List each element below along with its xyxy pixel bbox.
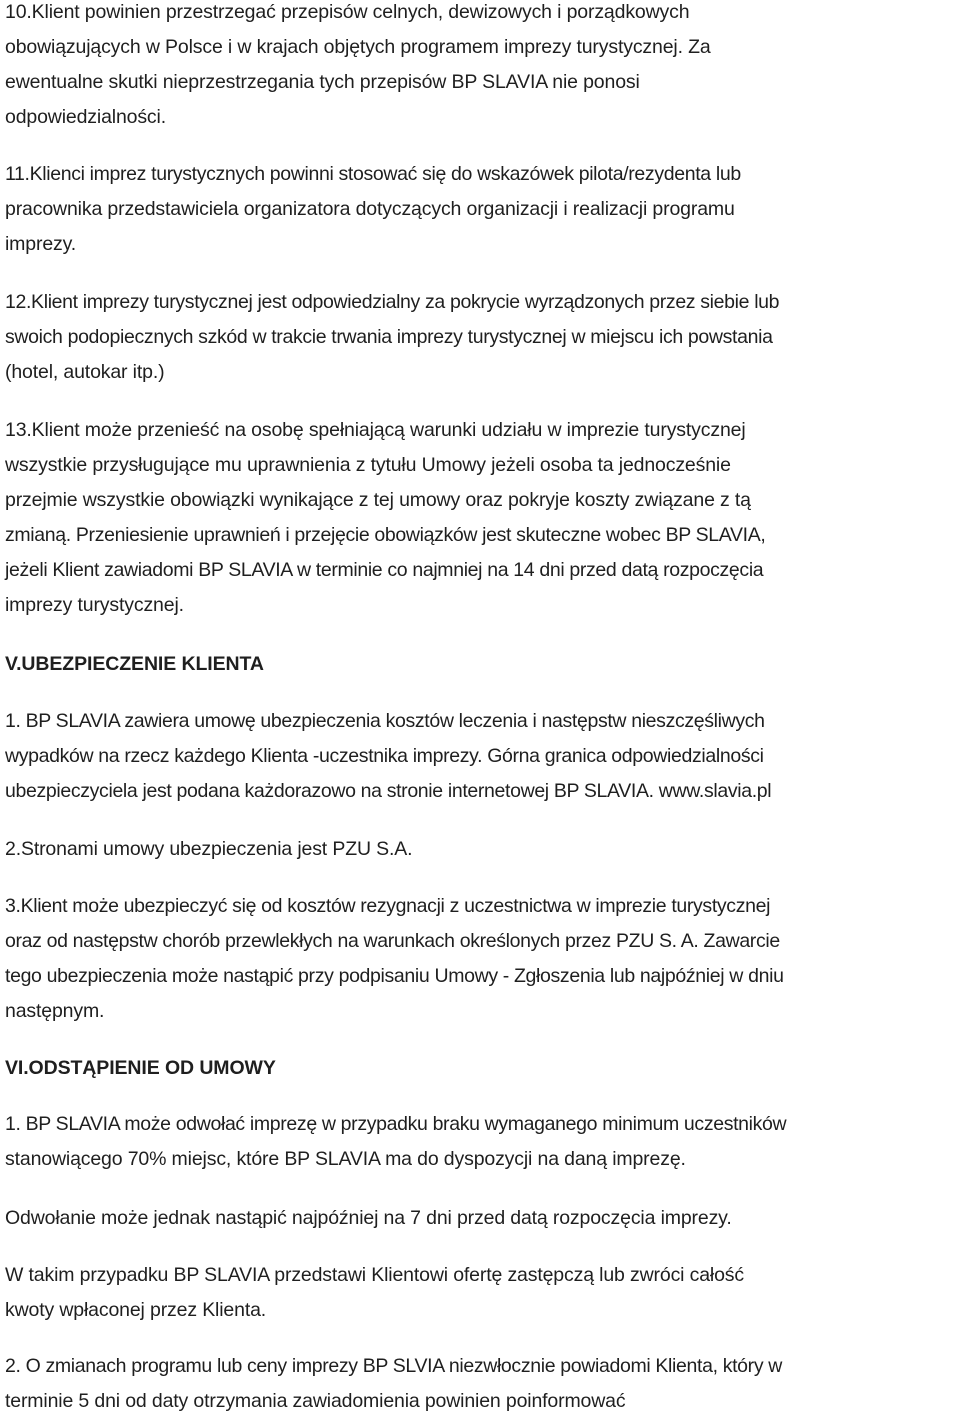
text-line: 2. O zmianach programu lub ceny imprezy BP SLVIA niezwłocznie powiadomi Klienta, który w: [5, 1355, 783, 1377]
text-line: ewentualne skutki nieprzestrzegania tych przepisów BP SLAVIA nie ponosi: [5, 71, 640, 93]
text-line: 3.Klient może ubezpieczyć się od kosztów rezygnacji z uczestnictwa w imprezie turystycznej: [5, 895, 771, 917]
paragraph-10: [5, 0, 958, 135]
text-line: W takim przypadku BP SLAVIA przedstawi Klientowi ofertę zastępczą lub zwróci całość: [5, 1264, 744, 1286]
text-line: (hotel, autokar itp.): [5, 361, 165, 383]
paragraph-v-2: [5, 832, 958, 867]
paragraph-vi-1-cancel-deadline: [5, 1201, 958, 1236]
text-line: pracownika przedstawiciela organizatora dotyczących organizacji i realizacji programu: [5, 198, 735, 220]
text-line: 1. BP SLAVIA może odwołać imprezę w przypadku braku wymaganego minimum uczestników: [5, 1113, 787, 1135]
text-line: następnym.: [5, 1000, 105, 1022]
text-line: swoich podopiecznych szkód w trakcie trwania imprezy turystycznej w miejscu ich powstania: [5, 326, 773, 348]
text-line: imprezy.: [5, 233, 77, 255]
paragraph-v-1: [5, 704, 958, 809]
text-line: zmianą. Przeniesienie uprawnień i przejęcie obowiązków jest skuteczne wobec BP SLAVIA,: [5, 524, 766, 546]
section-heading-v: V.UBEZPIECZENIE KLIENTA: [5, 653, 264, 675]
paragraph-vi-2: [5, 1349, 958, 1419]
paragraph-v-3: [5, 889, 958, 1029]
paragraph-11: [5, 157, 958, 262]
text-line: obowiązujących w Polsce i w krajach objętych programem imprezy turystycznej. Za: [5, 36, 711, 58]
text-line: przejmie wszystkie obowiązki wynikające z tej umowy oraz pokryje koszty związane z tą: [5, 489, 751, 511]
text-line: ubezpieczyciela jest podana każdorazowo na stronie internetowej BP SLAVIA. www.slavia.pl: [5, 780, 772, 802]
text-line: wypadków na rzecz każdego Klienta -uczestnika imprezy. Górna granica odpowiedzialności: [5, 745, 764, 767]
text-line: oraz od następstw chorób przewlekłych na warunkach określonych przez PZU S. A. Zawarcie: [5, 930, 780, 952]
text-line: odpowiedzialności.: [5, 106, 166, 128]
text-line: 13.Klient może przenieść na osobę spełniającą warunki udziału w imprezie turystycznej: [5, 419, 746, 441]
text-line: jeżeli Klient zawiadomi BP SLAVIA w terminie co najmniej na 14 dni przed datą rozpoczęcia: [5, 559, 764, 581]
paragraph-vi-1: [5, 1107, 958, 1177]
paragraph-12: [5, 285, 958, 390]
text-line: 11.Klienci imprez turystycznych powinni stosować się do wskazówek pilota/rezydenta lub: [5, 163, 741, 185]
text-line: tego ubezpieczenia może nastąpić przy podpisaniu Umowy - Zgłoszenia lub najpóźniej w dniu: [5, 965, 784, 987]
text-line: imprezy turystycznej.: [5, 594, 184, 616]
text-line: 1. BP SLAVIA zawiera umowę ubezpieczenia kosztów leczenia i następstw nieszczęśliwych: [5, 710, 765, 732]
paragraph-vi-1-alternative-offer: [5, 1258, 958, 1328]
text-line: terminie 5 dni od daty otrzymania zawiadomienia powinien poinformować: [5, 1390, 626, 1412]
text-line: 2.Stronami umowy ubezpieczenia jest PZU S.A.: [5, 838, 413, 860]
text-line: Odwołanie może jednak nastąpić najpóźniej na 7 dni przed datą rozpoczęcia imprezy.: [5, 1207, 732, 1229]
text-line: stanowiącego 70% miejsc, które BP SLAVIA ma do dyspozycji na daną imprezę.: [5, 1148, 686, 1170]
text-line: kwoty wpłaconej przez Klienta.: [5, 1299, 267, 1321]
text-line: 12.Klient imprezy turystycznej jest odpowiedzialny za pokrycie wyrządzonych przez siebie lub: [5, 291, 780, 313]
paragraph-13: [5, 413, 958, 623]
text-line: 10.Klient powinien przestrzegać przepisów celnych, dewizowych i porządkowych: [5, 1, 690, 23]
section-heading-vi: VI.ODSTĄPIENIE OD UMOWY: [5, 1057, 276, 1079]
text-line: wszystkie przysługujące mu uprawnienia z tytułu Umowy jeżeli osoba ta jednocześnie: [5, 454, 731, 476]
